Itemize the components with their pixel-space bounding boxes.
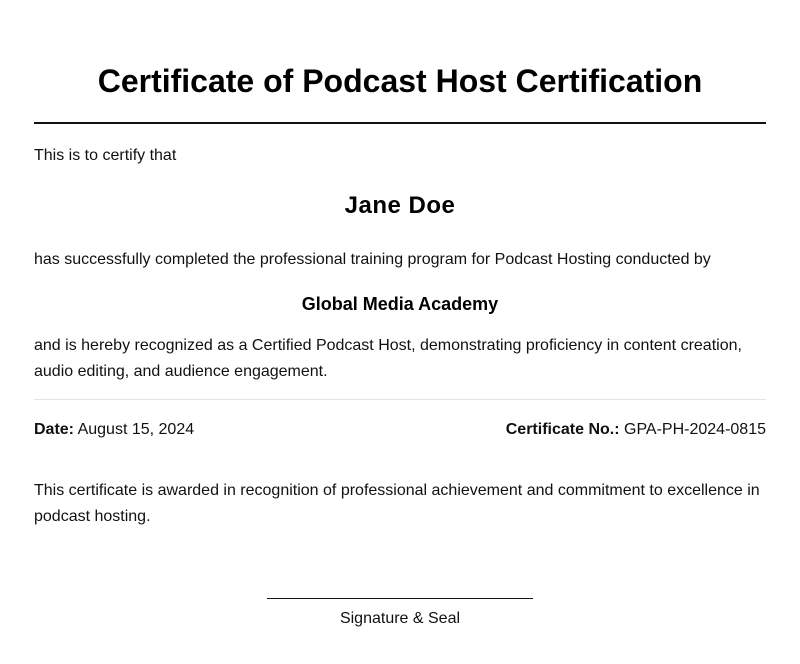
award-statement: This certificate is awarded in recognition of professional achievement and commitment to excellence in podcast hosting. — [34, 482, 760, 525]
issuing-organization: Global Media Academy — [301, 294, 499, 314]
certificate-number — [506, 420, 766, 440]
certificate-date — [34, 420, 194, 440]
recipient-name: Jane Doe — [344, 192, 456, 219]
title-divider — [34, 122, 766, 124]
signature-block — [267, 598, 533, 628]
date-value: August 15, 2024 — [77, 421, 195, 438]
certificate-number-label: Certificate No.: — [505, 421, 620, 438]
recognition-statement: and is hereby recognized as a Certified Podcast Host, demonstrating proficiency in content creation, audio editing, and audience engagement. — [34, 337, 742, 380]
certificate-number-value: GPA-PH-2024-0815 — [624, 421, 766, 438]
completion-statement: has successfully completed the professional training program for Podcast Hosting conducted by — [34, 251, 711, 268]
date-label: Date: — [34, 421, 75, 438]
certificate-details — [34, 420, 766, 440]
certificate-title: Certificate of Podcast Host Certification — [97, 63, 703, 99]
signature-line — [267, 598, 533, 599]
signature-label: Signature & Seal — [339, 610, 461, 627]
details-divider — [34, 399, 766, 400]
certification-intro: This is to certify that — [34, 147, 177, 164]
